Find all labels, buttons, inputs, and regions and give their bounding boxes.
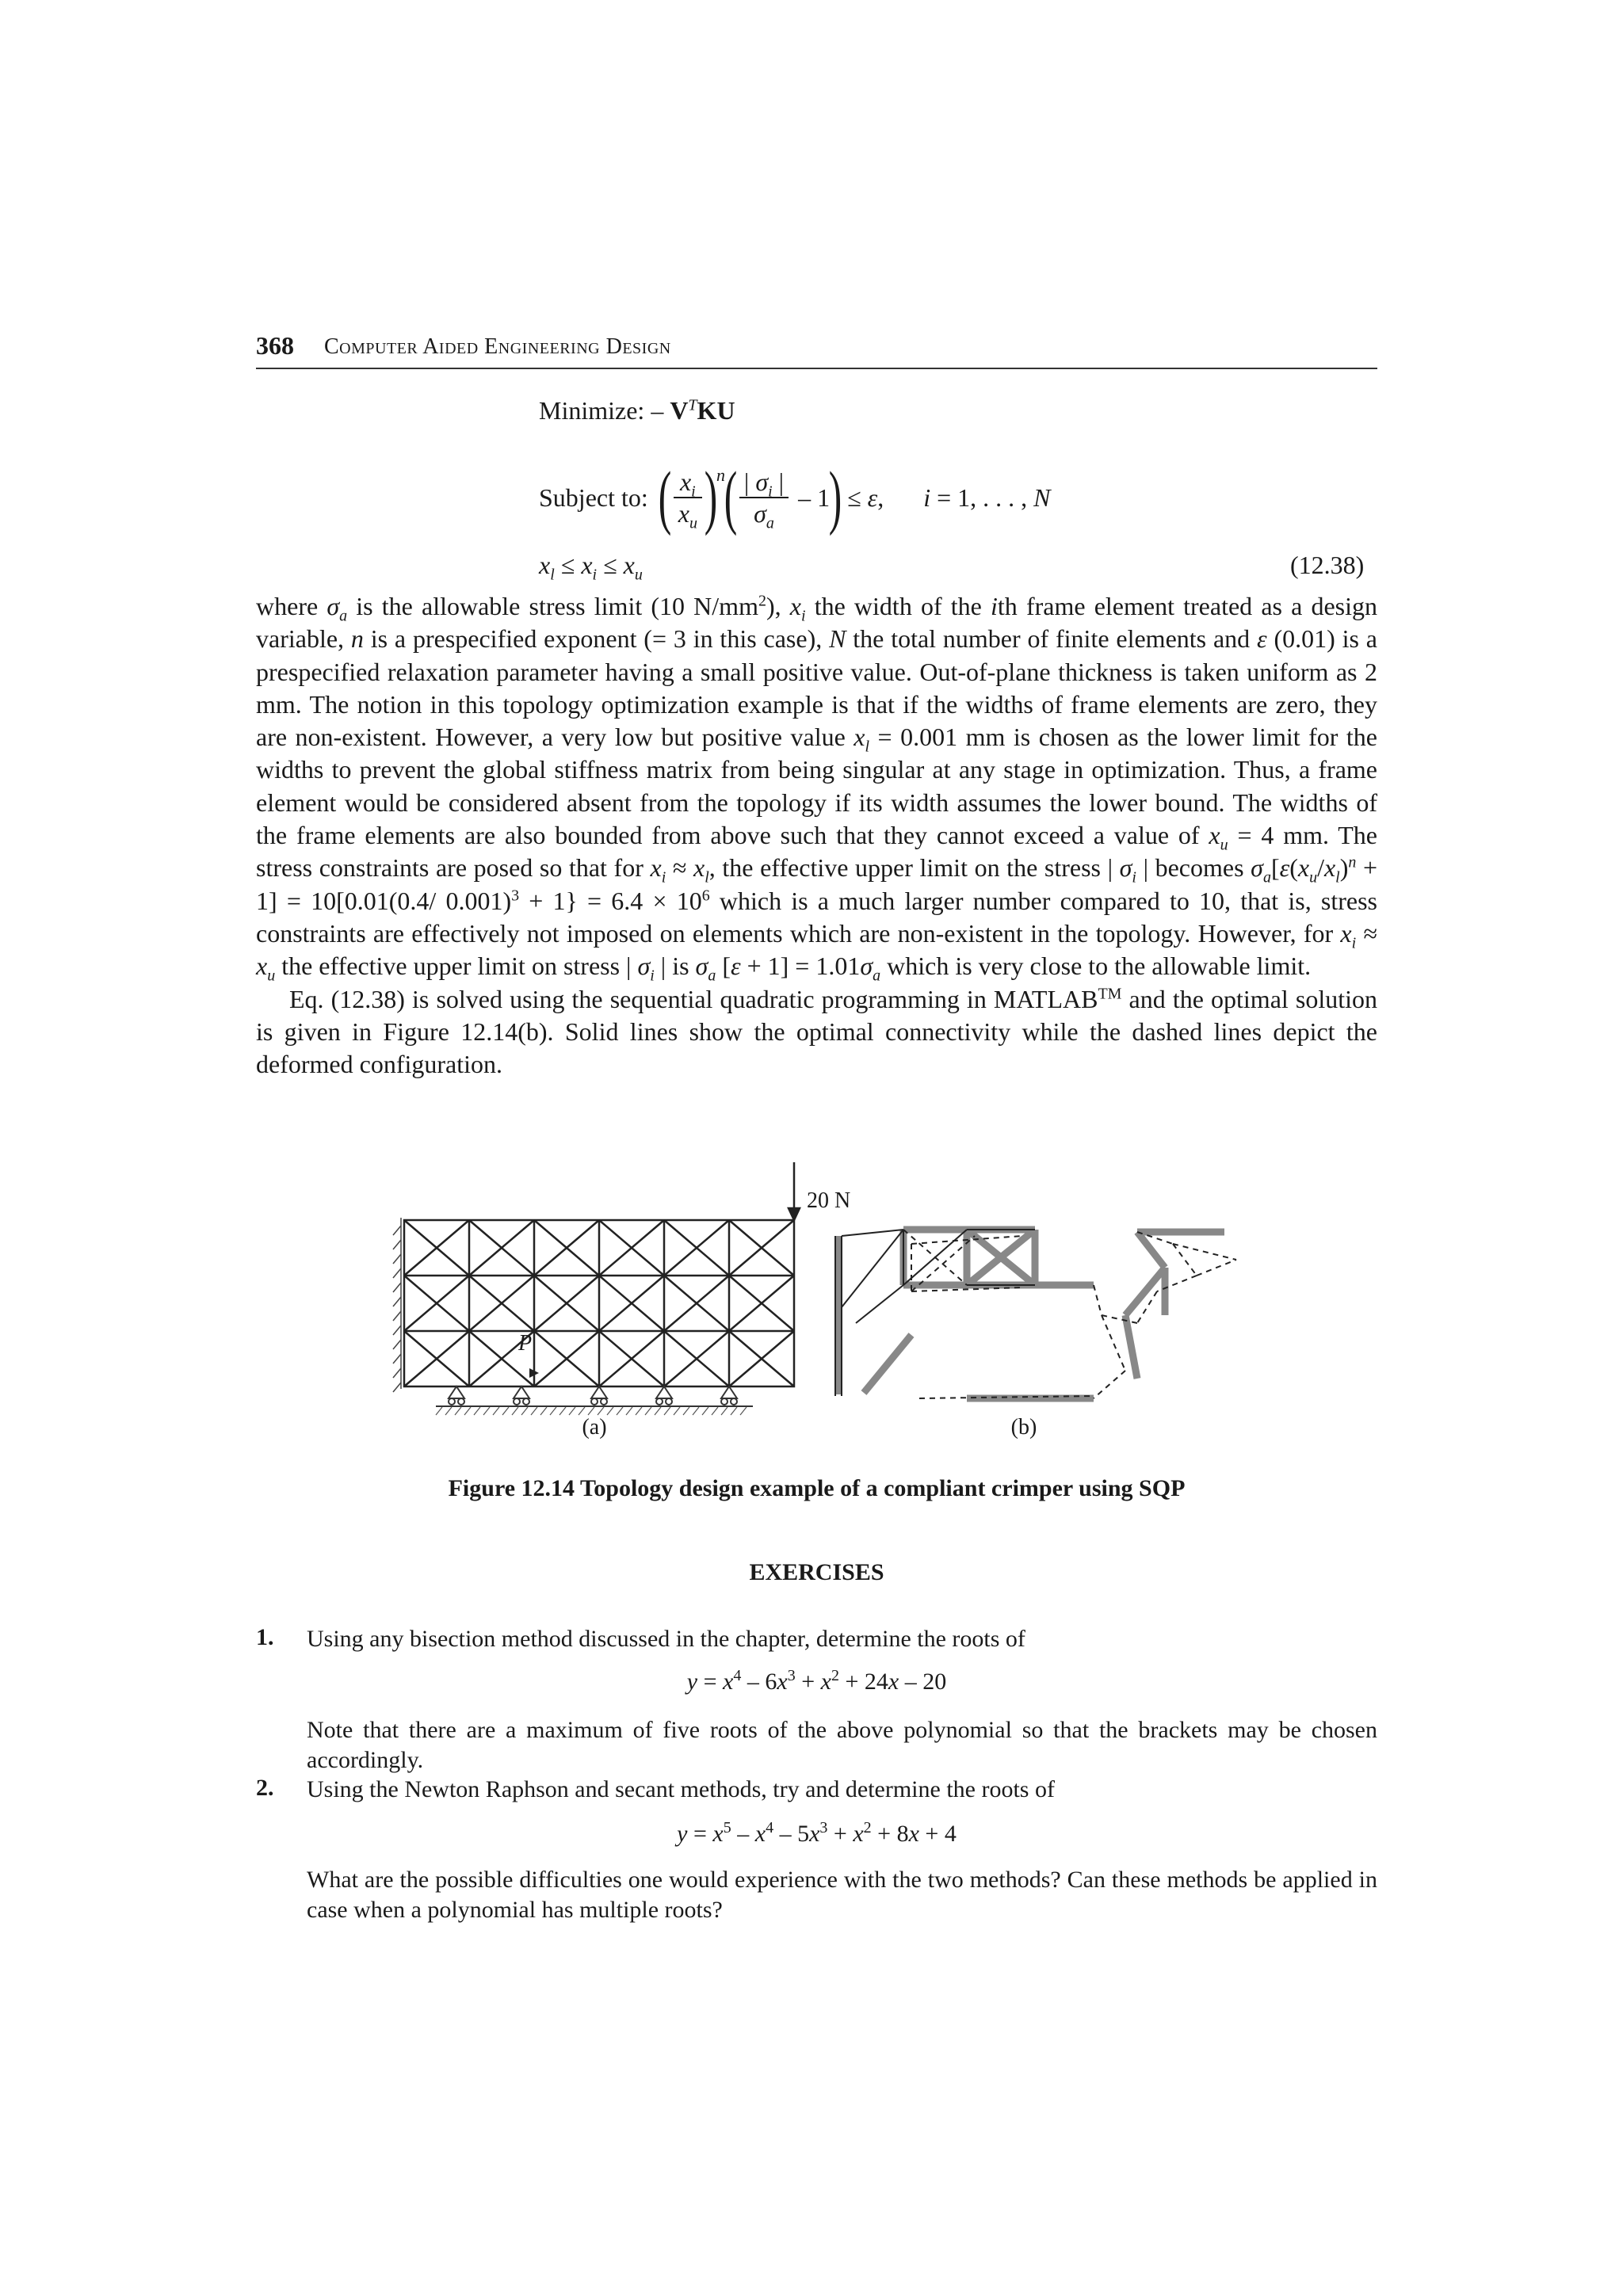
load-label: 20 N [807,1188,851,1213]
page-number: 368 [256,331,294,360]
exercise-2-number: 2. [256,1775,274,1801]
exercise-1-equation: $y = x^4 - 6x^3 + x^2 + 24x - 20$ [686,1667,947,1695]
figure-b-label: (b) [1010,1415,1037,1440]
point-p-label: P [518,1331,533,1356]
minimize-label: Minimize: – [539,396,664,425]
subject-to-label: Subject to: [539,482,648,512]
exercise-1-text: Using any bisection method discussed in the chapter, determine the roots of [307,1626,1025,1652]
body-text [256,590,1377,1081]
equation-number: (12.38) [1290,551,1365,579]
exercises-heading: EXERCISES [749,1559,884,1585]
constraint-equation: Subject to: ( $\frac{x_i}{x_u}$ ) $^n$ ( $\frac{| \sigma_i |}{\sigma_a}$ – 1 ) ≤ ε, i = 1, . . . , N [539,458,1051,536]
minimize-equation: Minimize: – $V^TKU$ [539,396,735,425]
book-title: Computer Aided Engineering Design [324,334,671,359]
exercise-2-equation: $y = x^5 - x^4 - 5x^3 + x^2 + 8x + 4$ [677,1819,957,1847]
figure-a-label: (a) [582,1415,607,1440]
bounds-equation: $x_l \le x_i \le x_u$ [539,551,643,584]
paragraph-1: where $\sigma_a$ is the allowable stress limit (10 $N/mm^2$), $x_i$ the width of the ith frame element treated as a design variable, n is a prespecified exponent (= 3 in this case), N the total number of finite elements and ε (0.01) is a prespecified relaxation parameter having a small positive value. Out-of-plane thickness is taken uniform as 2 mm. The notion in this topology optimization example is that if the widths of frame elements are zero, they are non-existent. However, a very low but positive value $x_l = 0.001$ mm is chosen as the lower limit for the widths to prevent the global stiffness matrix from being singular at any stage in optimization. Thus, a frame element would be considered absent from the topology if its width assumes the lower bound. The widths of the frame elements are also bounded from above such that they cannot exceed a value of $x_u = 4$ mm. The stress constraints are posed so that for $x_i \approx x_l$, the effective upper limit on the stress | $\sigma_i$ | becomes $\sigma_a[\varepsilon(x_u/x_l)^n + 1] = 10[0.01(0.4/$ $0.001)^3 + 1\} = 6.4 \times 10^6$ which is a much larger number compared to 10, that is, stress constraints are effectively not imposed on elements which are non-existent in the topology. However, for $x_i \approx x_u$ the effective upper limit on stress | $\sigma_i$ | is $\sigma_a$ $[\varepsilon + 1] = 1.01\sigma_a$ which is very close to the allowable limit. [256,592,1378,985]
running-head [256,331,1377,369]
paragraph-2: Eq. (12.38) is solved using the sequential quadratic programming in MATLAB™ and the optimal solution is given in Figure 12.14(b). Solid lines show the optimal connectivity while the dashed lines depict the deformed configuration. [256,984,1377,1079]
figure-caption: Figure 12.14 Topology design example of a compliant crimper using SQP [448,1475,1186,1501]
figure-b-optimal-topology [824,1212,1244,1418]
exercise-2-note: What are the possible difficulties one would experience with the two methods? Can these methods be applied in case when a polynomial has multiple roots? [307,1867,1377,1923]
figure-a-frame-mesh [388,1161,832,1422]
exercise-2-text: Using the Newton Raphson and secant methods, try and determine the roots of [307,1776,1055,1802]
exercise-1-number: 1. [256,1624,274,1650]
exercise-1-note: Note that there are a maximum of five roots of the above polynomial so that the brackets may be chosen accordingly. [307,1717,1377,1773]
